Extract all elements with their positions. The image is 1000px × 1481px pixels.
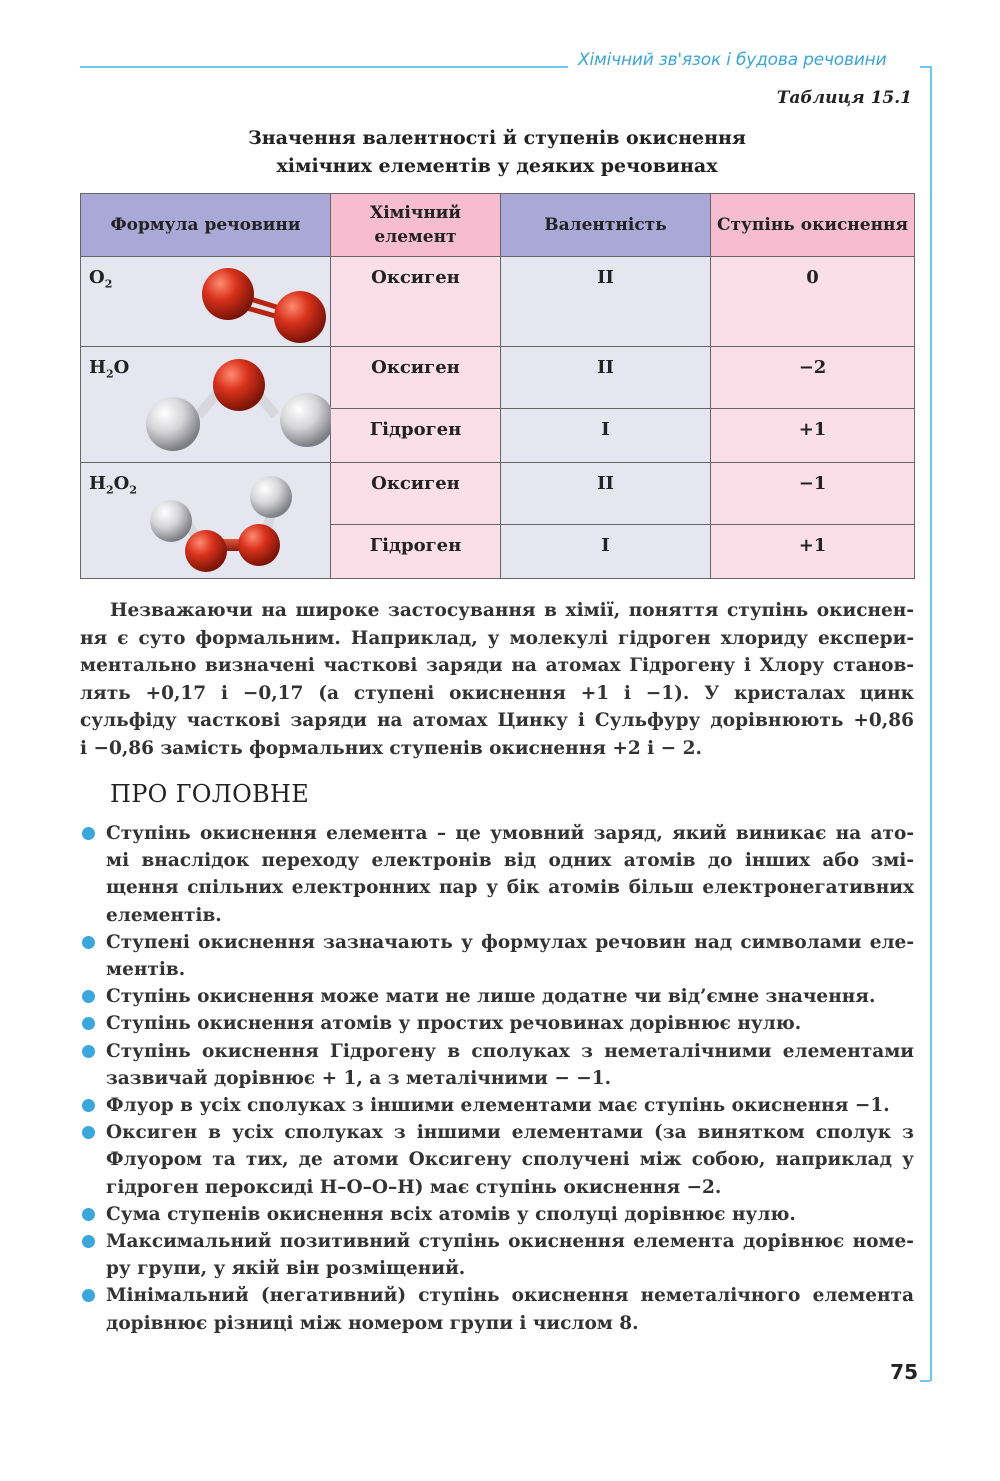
summary-item bbox=[80, 1119, 914, 1201]
bullet-dot-icon bbox=[82, 1235, 95, 1248]
valence-cell: I bbox=[501, 525, 711, 579]
o2-molecule-icon bbox=[81, 257, 331, 347]
paragraph-line: і −0,86 замість формальних ступенів окиснення +2 і − 2. bbox=[80, 737, 702, 759]
header-oxidation: Ступінь окиснення bbox=[711, 194, 915, 257]
table-row bbox=[81, 257, 915, 347]
summary-line: зазвичай дорівнює + 1, а з металічними − −1. bbox=[106, 1067, 612, 1089]
valence-cell: I bbox=[501, 409, 711, 463]
formula-o2: $O_2$ bbox=[89, 267, 113, 291]
header-formula: Формула речовини bbox=[81, 194, 331, 257]
formula-cell bbox=[81, 257, 331, 347]
bullet-dot-icon bbox=[82, 936, 95, 949]
summary-list bbox=[80, 820, 914, 1337]
valence-cell: II bbox=[501, 463, 711, 525]
formula-h2o2: $H_2O_2$ bbox=[89, 473, 138, 497]
summary-line: ру групи, у якій він розміщений. bbox=[106, 1258, 466, 1280]
header-element: Хімічний елемент bbox=[331, 194, 501, 257]
summary-line: Флуор в усіх сполуках з іншими елементами має ступінь окиснення −1. bbox=[106, 1095, 890, 1117]
element-cell: Гідроген bbox=[331, 525, 501, 579]
oxidation-cell: +1 bbox=[711, 525, 915, 579]
running-head-rule bbox=[80, 66, 568, 68]
bullet-dot-icon bbox=[82, 1208, 95, 1221]
formula-cell bbox=[81, 463, 331, 579]
summary-line: Ступінь окиснення може мати не лише додатне чи від’ємне значення. bbox=[106, 986, 876, 1008]
bullet-dot-icon bbox=[82, 1045, 95, 1058]
margin-rule-bottom bbox=[920, 1380, 930, 1382]
element-cell: Оксиген bbox=[331, 257, 501, 347]
oxidation-cell: −1 bbox=[711, 463, 915, 525]
summary-line: Максимальний позитивний ступінь окиснення елемента дорівнює номе- bbox=[106, 1231, 914, 1253]
summary-line: Флуором та тих, де атоми Оксигену сполучені між собою, наприклад у bbox=[106, 1149, 914, 1171]
summary-item bbox=[80, 929, 914, 983]
oxidation-cell: +1 bbox=[711, 409, 915, 463]
summary-line: гідроген пероксиді H–O–O–H) має ступінь окиснення −2. bbox=[106, 1176, 722, 1198]
table-title-line: Значення валентності й ступенів окиснення bbox=[248, 127, 746, 149]
summary-item bbox=[80, 820, 914, 929]
summary-item bbox=[80, 983, 914, 1010]
body-paragraph bbox=[80, 597, 914, 762]
header-valence: Валентність bbox=[501, 194, 711, 257]
section-heading: ПРО ГОЛОВНЕ bbox=[110, 780, 310, 808]
summary-line: мі внаслідок переходу електронів від одних атомів до інших або змі- bbox=[106, 850, 914, 872]
element-cell: Оксиген bbox=[331, 463, 501, 525]
element-cell: Оксиген bbox=[331, 347, 501, 409]
bullet-dot-icon bbox=[82, 1289, 95, 1302]
oxidation-cell: 0 bbox=[711, 257, 915, 347]
bullet-dot-icon bbox=[82, 1126, 95, 1139]
summary-line: Мінімальний (негативний) ступінь окиснення неметалічного елемента bbox=[106, 1285, 914, 1307]
summary-line: Оксиген в усіх сполуках з іншими елементами (за винятком сполук з bbox=[106, 1122, 914, 1144]
summary-line: Ступінь окиснення елемента – це умовний заряд, який виникає на ато- bbox=[106, 823, 914, 844]
element-cell: Гідроген bbox=[331, 409, 501, 463]
summary-line: щення спільних електронних пар у бік атомів більш електронегативних bbox=[106, 877, 914, 899]
table-label: Таблиця 15.1 bbox=[776, 88, 912, 108]
summary-line: Ступінь окиснення Гідрогену в сполуках з неметалічними елементами bbox=[106, 1040, 914, 1062]
paragraph-line: ня є суто формальним. Наприклад, у молекулі гідроген хлориду експери- bbox=[80, 627, 914, 649]
summary-line: дорівнює різниці між номером групи і числом 8. bbox=[106, 1312, 639, 1334]
valence-table bbox=[80, 193, 915, 579]
summary-item bbox=[80, 1282, 914, 1336]
summary-line: ментів. bbox=[106, 959, 186, 981]
paragraph-line: сульфіду часткові заряди на атомах Цинку і Сульфуру дорівнюють +0,86 bbox=[80, 710, 914, 731]
margin-rule bbox=[930, 66, 932, 1381]
paragraph-line: лять +0,17 і −0,17 (а ступені окиснення +1 і −1). У кристалах цинк bbox=[80, 682, 914, 704]
valence-cell: II bbox=[501, 347, 711, 409]
paragraph-line: ментально визначені часткові заряди на атомах Гідрогену і Хлору станов- bbox=[80, 655, 914, 676]
summary-item bbox=[80, 1201, 914, 1228]
summary-item bbox=[80, 1038, 914, 1092]
h2o-molecule-icon bbox=[81, 347, 331, 463]
paragraph-line: Незважаючи на широке застосування в хімії, поняття ступінь окиснен- bbox=[110, 600, 914, 621]
summary-line: Ступені окиснення зазначають у формулах речовин над символами еле- bbox=[106, 931, 914, 953]
summary-item bbox=[80, 1228, 914, 1282]
bullet-dot-icon bbox=[82, 990, 95, 1003]
h2o2-molecule-icon bbox=[81, 463, 331, 579]
bullet-dot-icon bbox=[82, 1017, 95, 1030]
table-row bbox=[81, 463, 915, 525]
table-title-line: хімічних елементів у деяких речовинах bbox=[276, 155, 718, 177]
summary-item bbox=[80, 1092, 914, 1119]
table-header-row bbox=[81, 194, 915, 257]
summary-line: Сума ступенів окиснення всіх атомів у сполуці дорівнює нулю. bbox=[106, 1203, 796, 1225]
table-title bbox=[80, 124, 914, 180]
summary-item bbox=[80, 1010, 914, 1037]
table-row bbox=[81, 347, 915, 409]
bullet-dot-icon bbox=[82, 1099, 95, 1112]
oxidation-cell: −2 bbox=[711, 347, 915, 409]
summary-line: Ступінь окиснення атомів у простих речовинах дорівнює нулю. bbox=[106, 1013, 802, 1035]
formula-cell bbox=[81, 347, 331, 463]
page-number: 75 bbox=[890, 1360, 918, 1384]
valence-cell: II bbox=[501, 257, 711, 347]
margin-rule-top bbox=[920, 66, 930, 68]
running-head: Хімічний зв'язок і будова речовини bbox=[578, 50, 887, 70]
summary-line: елементів. bbox=[106, 904, 222, 926]
bullet-dot-icon bbox=[82, 827, 95, 840]
formula-h2o: $H_2O$ bbox=[89, 357, 130, 381]
